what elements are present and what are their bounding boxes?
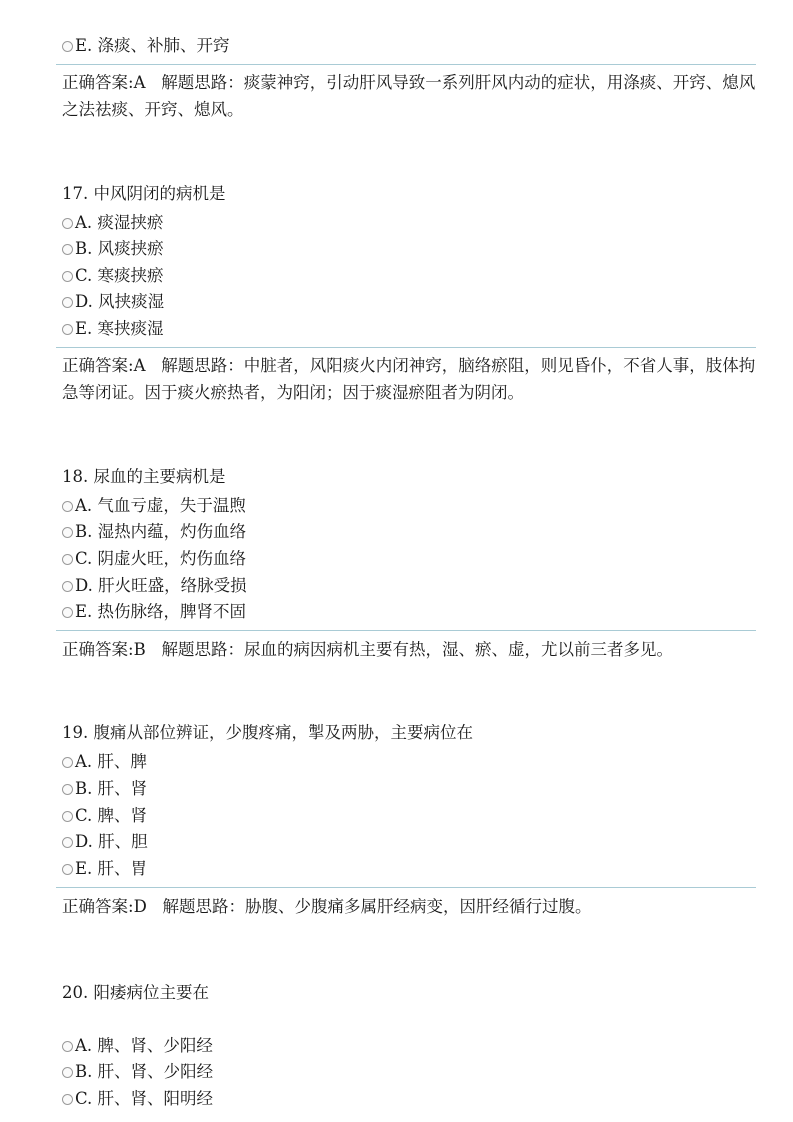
- question-stem: 腹痛从部位辨证，少腹疼痛，掣及两胁，主要病位在: [93, 723, 473, 742]
- question-number: 19: [62, 723, 83, 742]
- option-key: B: [75, 239, 88, 258]
- option-q18-a[interactable]: A. 气血亏虚，失于温煦: [62, 494, 246, 518]
- option-q19-d[interactable]: D. 肝、胆: [62, 830, 148, 854]
- radio-icon[interactable]: [62, 607, 73, 618]
- option-text: 寒挟痰湿: [97, 319, 164, 338]
- option-q18-e[interactable]: E. 热伤脉络，脾肾不固: [62, 600, 246, 624]
- option-key: C: [75, 1089, 88, 1108]
- radio-icon[interactable]: [62, 527, 73, 538]
- option-text: 肝火旺盛，络脉受损: [98, 576, 247, 595]
- explanation-text: 胁腹、少腹痛多属肝经病变，因肝经循行过腹。: [245, 897, 592, 916]
- option-q18-c[interactable]: C. 阴虚火旺，灼伤血络: [62, 547, 246, 571]
- radio-icon[interactable]: [62, 297, 73, 308]
- answer-q18: [62, 636, 758, 663]
- option-text: 肝、脾: [97, 752, 147, 771]
- option-key: A: [75, 496, 87, 515]
- option-q17-c[interactable]: C. 寒痰挟瘀: [62, 264, 164, 288]
- option-key: A: [75, 752, 87, 771]
- option-text: 脾、肾: [97, 806, 148, 825]
- radio-icon[interactable]: [62, 244, 73, 255]
- radio-icon[interactable]: [62, 271, 73, 282]
- answer-label: 正确答案:: [62, 356, 134, 375]
- explanation-text: 中脏者，风阳痰火内闭神窍，脑络瘀阻，则见昏仆，不省人事，肢体拘急等闭证。因于痰火瘀热者，为阳闭；因于痰湿瘀阻者为阴闭。: [62, 356, 756, 402]
- option-text: 湿热内蕴，灼伤血络: [97, 522, 247, 541]
- question-number: 18: [62, 467, 83, 486]
- divider: [56, 347, 756, 348]
- answer-letter: D: [133, 897, 147, 916]
- radio-icon[interactable]: [62, 1041, 73, 1052]
- option-key: A: [75, 1036, 87, 1055]
- answer-letter: A: [133, 73, 146, 92]
- option-q19-b[interactable]: B. 肝、肾: [62, 777, 147, 801]
- divider: [56, 630, 756, 631]
- option-text: 风痰挟瘀: [97, 239, 164, 258]
- radio-icon[interactable]: [62, 1094, 73, 1105]
- option-text: 脾、肾、少阳经: [97, 1036, 213, 1055]
- answer-label: 正确答案:: [62, 73, 134, 92]
- option-key: E: [75, 602, 88, 621]
- answer-letter: B: [133, 640, 146, 659]
- option-key: B: [75, 1062, 88, 1081]
- radio-icon[interactable]: [62, 554, 73, 565]
- question-number: 20: [62, 983, 83, 1002]
- radio-icon[interactable]: [62, 324, 73, 335]
- option-text: 肝、肾: [97, 779, 148, 798]
- option-text: 肝、胆: [98, 832, 148, 851]
- option-q20-b[interactable]: B. 肝、肾、少阳经: [62, 1060, 213, 1084]
- question-17-title: 17. 中风阴闭的病机是: [62, 184, 226, 203]
- option-text: 寒痰挟瘀: [97, 266, 164, 285]
- option-key: E: [75, 319, 88, 338]
- option-q18-b[interactable]: B. 湿热内蕴，灼伤血络: [62, 520, 246, 544]
- option-q19-e[interactable]: E. 肝、胃: [62, 857, 147, 881]
- option-q20-a[interactable]: A. 脾、肾、少阳经: [62, 1034, 213, 1058]
- question-stem: 尿血的主要病机是: [93, 467, 226, 486]
- radio-icon[interactable]: [62, 837, 73, 848]
- option-text: 肝、肾、阳明经: [97, 1089, 214, 1108]
- radio-icon[interactable]: [62, 757, 73, 768]
- option-key: E: [75, 36, 88, 55]
- option-q19-c[interactable]: C. 脾、肾: [62, 804, 147, 828]
- option-key: A: [75, 213, 87, 232]
- option-text: 热伤脉络，脾肾不固: [97, 602, 247, 621]
- option-q19-a[interactable]: A. 肝、脾: [62, 750, 147, 774]
- radio-icon[interactable]: [62, 41, 73, 52]
- divider: [56, 64, 756, 65]
- option-text: 风挟痰湿: [98, 292, 165, 311]
- option-key: E: [75, 859, 88, 878]
- explanation-label: 解题思路：: [161, 73, 244, 92]
- answer-q17: [62, 352, 758, 406]
- answer-letter: A: [133, 356, 146, 375]
- option-q17-d[interactable]: D. 风挟痰湿: [62, 290, 164, 314]
- radio-icon[interactable]: [62, 501, 73, 512]
- question-stem: 阳痿病位主要在: [93, 983, 209, 1002]
- option-text: 气血亏虚，失于温煦: [97, 496, 246, 515]
- question-20-title: 20. 阳痿病位主要在: [62, 983, 209, 1002]
- question-number: 17: [62, 184, 83, 203]
- option-key: B: [75, 522, 88, 541]
- option-key: C: [75, 266, 88, 285]
- option-q17-a[interactable]: A. 痰湿挟瘀: [62, 211, 163, 235]
- radio-icon[interactable]: [62, 1067, 73, 1078]
- option-text: 肝、胃: [97, 859, 148, 878]
- option-key: C: [75, 806, 88, 825]
- option-text: 涤痰、补肺、开窍: [97, 36, 230, 55]
- option-text: 痰湿挟瘀: [97, 213, 164, 232]
- question-19-title: 19. 腹痛从部位辨证，少腹疼痛，掣及两胁，主要病位在: [62, 723, 473, 742]
- radio-icon[interactable]: [62, 581, 73, 592]
- option-text: 阴虚火旺，灼伤血络: [97, 549, 247, 568]
- option-key: B: [75, 779, 88, 798]
- option-key: D: [75, 292, 88, 311]
- divider: [56, 887, 756, 888]
- explanation-label: 解题思路：: [161, 640, 244, 659]
- radio-icon[interactable]: [62, 864, 73, 875]
- option-q18-d[interactable]: D. 肝火旺盛，络脉受损: [62, 574, 247, 598]
- radio-icon[interactable]: [62, 784, 73, 795]
- radio-icon[interactable]: [62, 218, 73, 229]
- question-stem: 中风阴闭的病机是: [93, 184, 226, 203]
- option-q17-e[interactable]: E. 寒挟痰湿: [62, 317, 164, 341]
- option-text: 肝、肾、少阳经: [97, 1062, 214, 1081]
- option-q16-e[interactable]: E. 涤痰、补肺、开窍: [62, 34, 230, 58]
- answer-label: 正确答案:: [62, 897, 134, 916]
- answer-label: 正确答案:: [62, 640, 134, 659]
- explanation-label: 解题思路：: [161, 356, 244, 375]
- answer-q16: [62, 69, 758, 123]
- answer-q19: [62, 893, 758, 920]
- option-key: D: [75, 832, 88, 851]
- option-q20-c[interactable]: C. 肝、肾、阳明经: [62, 1087, 213, 1111]
- explanation-text: 痰蒙神窍，引动肝风导致一系列肝风内动的症状，用涤痰、开窍、熄风之法祛痰、开窍、熄风。: [62, 73, 756, 119]
- option-q17-b[interactable]: B. 风痰挟瘀: [62, 237, 164, 261]
- radio-icon[interactable]: [62, 811, 73, 822]
- option-key: D: [75, 576, 88, 595]
- option-key: C: [75, 549, 88, 568]
- explanation-label: 解题思路：: [162, 897, 246, 916]
- question-18-title: 18. 尿血的主要病机是: [62, 467, 226, 486]
- explanation-text: 尿血的病因病机主要有热，湿、瘀、虚，尤以前三者多见。: [243, 640, 673, 659]
